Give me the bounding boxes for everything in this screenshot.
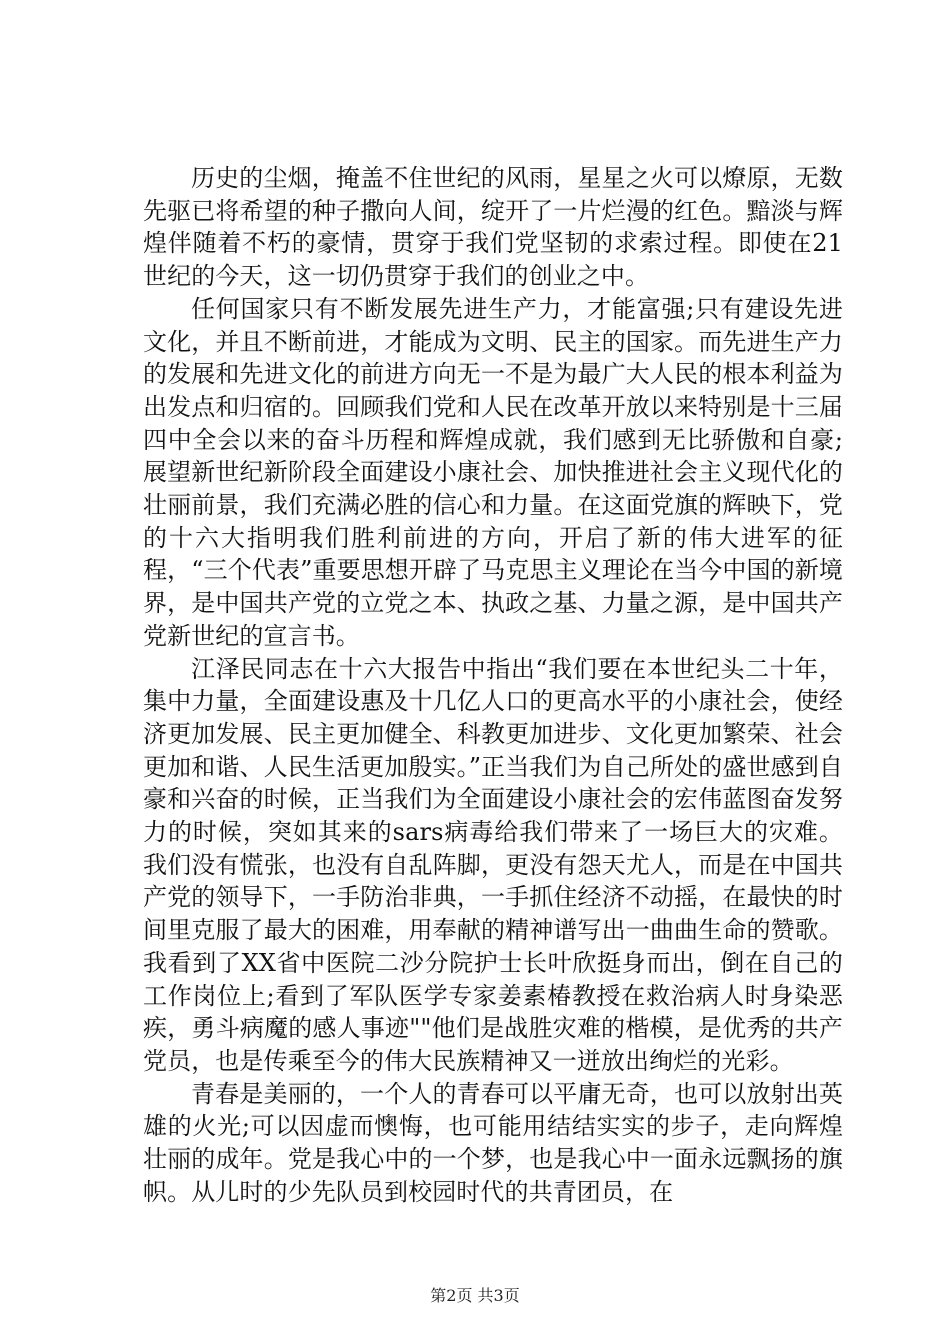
document-body (143, 162, 843, 1209)
page-footer: 第2页 共3页 (430, 1286, 520, 1305)
paragraph-2: 任何国家只有不断发展先进生产力，才能富强;只有建设先进文化，并且不断前进，才能成为文明、民主的国家。而先进生产力的发展和先进文化的前进方向无一不是为最广大人民的根本利益为出发点和归宿的。回顾我们党和人民在改革开放以来特别是十三届四中全会以来的奋斗历程和辉煌成就，我们感到无比骄傲和自豪;展望新世纪新阶段全面建设小康社会、加快推进社会主义现代化的壮丽前景，我们充满必胜的信心和力量。在这面党旗的辉映下，党的十六大指明我们胜利前进的方向，开启了新的伟大进军的征程，“三个代表”重要思想开辟了马克思主义理论在当今中国的新境界，是中国共产党的立党之本、执政之基、力量之源，是中国共产党新世纪的宣言书。 (143, 294, 843, 650)
paragraph-1: 历史的尘烟，掩盖不住世纪的风雨，星星之火可以燎原，无数先驱已将希望的种子撒向人间，绽开了一片烂漫的红色。黯淡与辉煌伴随着不朽的豪情，贯穿于我们党坚韧的求索过程。即使在21世纪的今天，这一切仍贯穿于我们的创业之中。 (143, 164, 843, 291)
paragraph-4: 青春是美丽的，一个人的青春可以平庸无奇，也可以放射出英雄的火光;可以因虚而懊悔，也可能用结结实实的步子，走向辉煌壮丽的成年。党是我心中的一个梦，也是我心中一面永远飘扬的旗帜。从儿时的少先队员到校园时代的共青团员，在 (143, 1079, 843, 1206)
paragraph-3: 江泽民同志在十六大报告中指出“我们要在本世纪头二十年，集中力量，全面建设惠及十几亿人口的更高水平的小康社会，使经济更加发展、民主更加健全、科教更加进步、文化更加繁荣、社会更加和谐、人民生活更加殷实。”正当我们为自己所处的盛世感到自豪和兴奋的时候，正当我们为全面建设小康社会的宏伟蓝图奋发努力的时候，突如其来的sars病毒给我们带来了一场巨大的灾难。我们没有慌张，也没有自乱阵脚，更没有怨天尤人，而是在中国共产党的领导下，一手防治非典，一手抓住经济不动摇，在最快的时间里克服了最大的困难，用奉献的精神谱写出一曲曲生命的赞歌。我看到了XX省中医院二沙分院护士长叶欣挺身而出，倒在自己的工作岗位上;看到了军队医学专家姜素椿教授在救治病人时身染恶疾，勇斗病魔的感人事迹""他们是战胜灾难的楷模，是优秀的共产党员，也是传乘至今的伟大民族精神又一迸放出绚烂的光彩。 (143, 654, 843, 1075)
